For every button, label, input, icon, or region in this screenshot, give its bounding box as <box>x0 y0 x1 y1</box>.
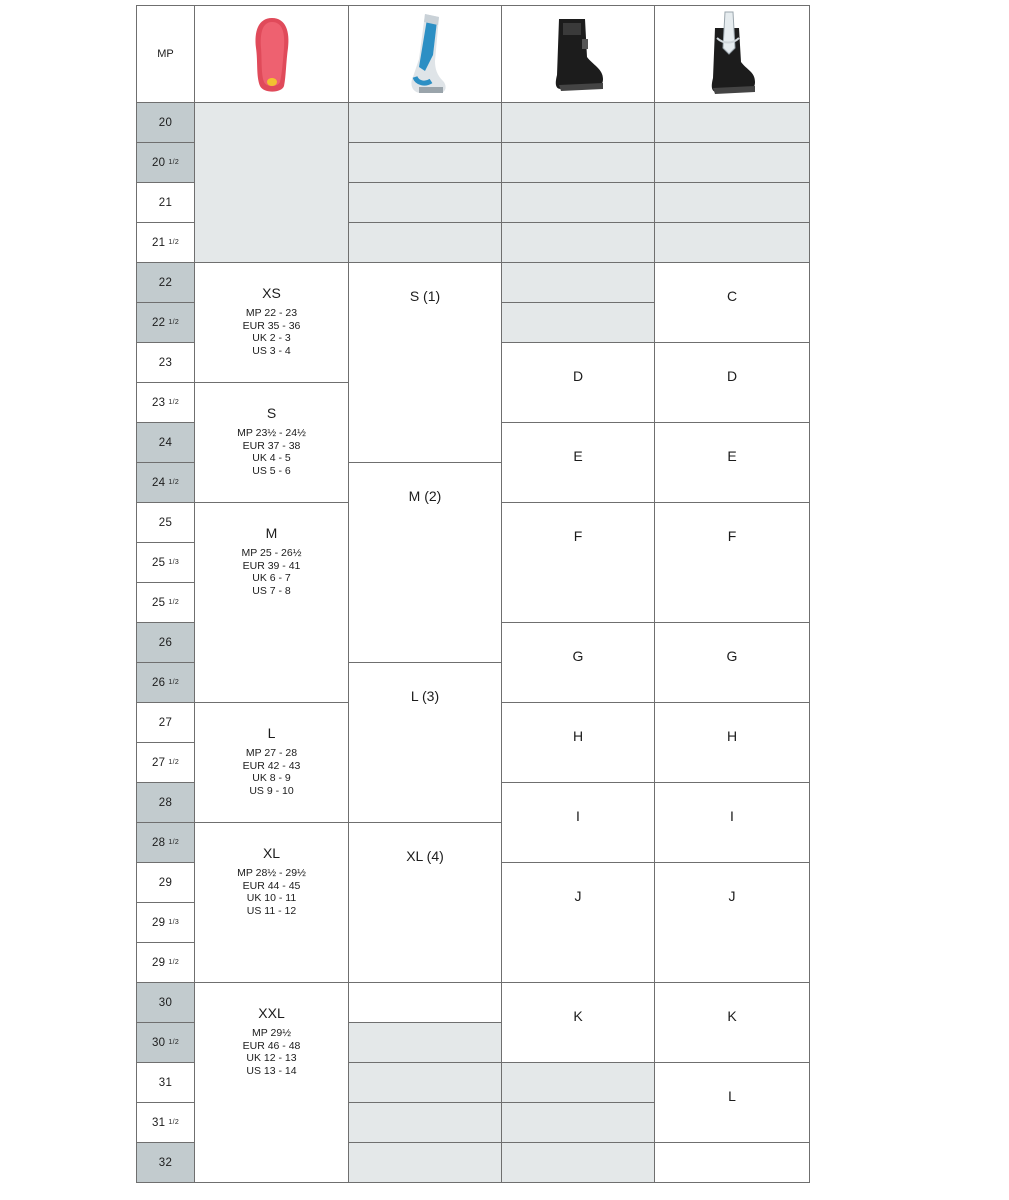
sock-empty-cell <box>348 982 502 1023</box>
liner-empty-cell <box>501 302 655 343</box>
liner-size-cell <box>501 342 655 423</box>
size-chart-table <box>136 5 809 1182</box>
mp-size-cell <box>136 1102 195 1143</box>
liner-tongue-size-cell <box>654 702 810 783</box>
mp-size-cell <box>136 662 195 703</box>
insole-size-detail: MP 27 - 28 <box>245 747 298 759</box>
mp-size-value: 29 <box>151 956 166 969</box>
mp-size-value: 20 <box>151 156 166 169</box>
sock-size-label: L (3) <box>410 688 440 704</box>
sock-size-label: M (2) <box>408 488 442 504</box>
mp-size-value: 24 <box>151 476 166 489</box>
sock-empty-cell <box>348 1022 502 1063</box>
liner-empty-cell <box>501 1142 655 1183</box>
mp-size-fraction: 1/2 <box>168 159 180 166</box>
insole-empty-cell <box>194 102 349 263</box>
mp-size-value: 22 <box>158 276 173 289</box>
mp-size-cell <box>136 342 195 383</box>
mp-size-value: 32 <box>158 1156 173 1169</box>
mp-size-fraction: 1/3 <box>168 559 180 566</box>
mp-size-cell <box>136 982 195 1023</box>
liner-size-label: G <box>572 648 584 664</box>
sock-size-cell <box>348 262 502 463</box>
liner-size-label: E <box>573 448 583 464</box>
mp-size-fraction: 1/2 <box>168 319 180 326</box>
mp-size-cell <box>136 542 195 583</box>
insole-size-label: S <box>266 405 277 421</box>
insole-column-header <box>194 5 349 103</box>
insole-size-detail: US 7 - 8 <box>252 584 291 597</box>
insole-size-detail: EUR 35 - 36 <box>242 319 301 332</box>
mp-size-fraction: 1/2 <box>168 839 180 846</box>
mp-size-value: 20 <box>158 116 173 129</box>
mp-size-cell <box>136 422 195 463</box>
liner-tongue-size-cell <box>654 622 810 703</box>
insole-size-cell <box>194 382 349 503</box>
insole-size-detail: MP 29½ <box>252 1027 291 1039</box>
insole-size-cell <box>194 982 349 1183</box>
liner-empty-cell <box>501 1102 655 1143</box>
liner-size-cell <box>501 982 655 1063</box>
sock-size-cell <box>348 822 502 983</box>
mp-size-cell <box>136 622 195 663</box>
insole-icon <box>242 14 302 94</box>
liner-size-cell <box>501 622 655 703</box>
insole-size-detail: UK 10 - 11 <box>246 892 297 904</box>
mp-size-fraction: 1/2 <box>168 679 180 686</box>
mp-size-value: 27 <box>151 756 166 769</box>
liner-empty-cell <box>501 1062 655 1103</box>
liner-tongue-size-label: D <box>726 368 738 384</box>
mp-size-cell <box>136 382 195 423</box>
liner-tongue-size-cell <box>654 782 810 863</box>
liner-tongue-size-cell <box>654 1062 810 1143</box>
mp-size-value: 25 <box>151 596 166 609</box>
insole-size-cell <box>194 502 349 703</box>
boot-liner-icon <box>545 13 611 95</box>
insole-size-detail: EUR 42 - 43 <box>242 759 301 772</box>
liner-tongue-empty-cell <box>654 222 810 263</box>
insole-size-detail: MP 23½ - 24½ <box>237 427 306 439</box>
liner-tongue-size-label: G <box>726 648 738 664</box>
insole-size-detail: US 5 - 6 <box>252 464 291 477</box>
mp-size-value: 25 <box>151 556 166 569</box>
insole-size-detail: EUR 46 - 48 <box>242 1039 301 1052</box>
mp-size-value: 24 <box>158 436 173 449</box>
mp-size-cell <box>136 302 195 343</box>
insole-size-detail: UK 2 - 3 <box>252 332 291 344</box>
mp-header-label: MP <box>157 48 174 60</box>
insole-size-detail: UK 6 - 7 <box>252 572 291 584</box>
liner-tongue-size-label: E <box>727 448 737 464</box>
sock-empty-cell <box>348 142 502 183</box>
sock-size-label: XL (4) <box>406 848 444 864</box>
liner-size-cell <box>501 702 655 783</box>
liner-tongue-size-cell <box>654 982 810 1063</box>
insole-size-detail: MP 28½ - 29½ <box>237 867 306 879</box>
insole-size-detail: MP 25 - 26½ <box>241 547 302 559</box>
liner-empty-cell <box>501 262 655 303</box>
liner-empty-cell <box>501 102 655 143</box>
insole-size-label: XL <box>262 845 281 861</box>
mp-size-cell <box>136 502 195 543</box>
insole-size-label: XS <box>262 285 281 301</box>
mp-size-value: 29 <box>158 876 173 889</box>
mp-size-cell <box>136 902 195 943</box>
mp-size-cell <box>136 1022 195 1063</box>
insole-size-detail: UK 8 - 9 <box>252 772 291 784</box>
liner-tongue-size-cell <box>654 342 810 423</box>
liner-size-label: F <box>573 528 583 544</box>
sock-empty-cell <box>348 182 502 223</box>
insole-size-detail: US 9 - 10 <box>249 784 294 797</box>
mp-size-cell <box>136 1062 195 1103</box>
mp-size-fraction: 1/2 <box>168 239 180 246</box>
liner-tongue-size-cell <box>654 862 810 983</box>
mp-size-cell <box>136 142 195 183</box>
mp-size-cell <box>136 862 195 903</box>
insole-size-label: L <box>267 725 276 741</box>
mp-size-value: 21 <box>151 236 166 249</box>
liner-tongue-size-label: K <box>727 1008 737 1024</box>
insole-size-label: XXL <box>258 1005 285 1021</box>
mp-size-cell <box>136 222 195 263</box>
liner-size-cell <box>501 782 655 863</box>
insole-size-detail: EUR 44 - 45 <box>242 879 301 892</box>
liner-tongue-empty-cell <box>654 102 810 143</box>
mp-size-value: 28 <box>151 836 166 849</box>
mp-size-value: 27 <box>158 716 173 729</box>
liner-tongue-empty-cell <box>654 182 810 223</box>
mp-size-fraction: 1/2 <box>168 399 180 406</box>
liner-tongue-size-cell <box>654 502 810 623</box>
mp-size-cell <box>136 262 195 303</box>
mp-size-value: 29 <box>151 916 166 929</box>
mp-size-cell <box>136 582 195 623</box>
ski-sock-icon <box>395 11 455 97</box>
mp-size-value: 31 <box>158 1076 173 1089</box>
insole-size-detail: MP 22 - 23 <box>245 307 298 319</box>
insole-size-detail: UK 4 - 5 <box>252 452 291 464</box>
mp-size-cell <box>136 782 195 823</box>
mp-size-value: 21 <box>158 196 173 209</box>
liner-tongue-empty-cell <box>654 1142 810 1183</box>
liner-tongue-column-header <box>654 5 810 103</box>
liner-tongue-empty-cell <box>654 142 810 183</box>
mp-size-value: 26 <box>151 676 166 689</box>
sock-empty-cell <box>348 102 502 143</box>
mp-size-value: 26 <box>158 636 173 649</box>
liner-empty-cell <box>501 182 655 223</box>
liner-size-cell <box>501 422 655 503</box>
mp-size-value: 22 <box>151 316 166 329</box>
liner-tongue-size-label: F <box>727 528 737 544</box>
liner-size-label: J <box>574 888 582 904</box>
liner-tongue-size-label: C <box>726 288 738 304</box>
sock-size-cell <box>348 462 502 663</box>
mp-size-fraction: 1/2 <box>168 1119 180 1126</box>
mp-size-fraction: 1/2 <box>168 959 180 966</box>
mp-size-cell <box>136 102 195 143</box>
mp-size-value: 31 <box>151 1116 166 1129</box>
sock-empty-cell <box>348 222 502 263</box>
mp-size-value: 23 <box>158 356 173 369</box>
mp-size-value: 30 <box>158 996 173 1009</box>
liner-tongue-size-cell <box>654 422 810 503</box>
liner-tongue-size-label: J <box>728 888 736 904</box>
insole-size-cell <box>194 262 349 383</box>
insole-size-detail: US 3 - 4 <box>252 344 291 357</box>
mp-size-cell <box>136 742 195 783</box>
mp-size-value: 25 <box>158 516 173 529</box>
insole-size-detail: US 13 - 14 <box>246 1064 297 1077</box>
liner-tongue-size-cell <box>654 262 810 343</box>
sock-size-label: S (1) <box>409 288 441 304</box>
liner-tongue-size-label: H <box>726 728 738 744</box>
liner-tongue-size-label: I <box>730 808 734 824</box>
liner-empty-cell <box>501 222 655 263</box>
mp-size-value: 30 <box>151 1036 166 1049</box>
liner-size-label: I <box>576 808 580 824</box>
sock-size-cell <box>348 662 502 823</box>
insole-size-detail: US 11 - 12 <box>246 904 297 917</box>
mp-size-value: 28 <box>158 796 173 809</box>
sock-empty-cell <box>348 1062 502 1103</box>
insole-size-detail: UK 12 - 13 <box>246 1052 297 1064</box>
insole-size-cell <box>194 702 349 823</box>
insole-size-detail: EUR 37 - 38 <box>242 439 301 452</box>
mp-size-fraction: 1/2 <box>168 599 180 606</box>
liner-size-label: K <box>573 1008 583 1024</box>
mp-size-value: 23 <box>151 396 166 409</box>
liner-tongue-size-label: L <box>728 1088 736 1104</box>
sock-column-header <box>348 5 502 103</box>
liner-size-cell <box>501 862 655 983</box>
mp-size-cell <box>136 822 195 863</box>
insole-size-cell <box>194 822 349 983</box>
liner-column-header <box>501 5 655 103</box>
mp-size-fraction: 1/2 <box>168 1039 180 1046</box>
mp-size-cell <box>136 702 195 743</box>
boot-liner-with-tongue-icon <box>699 8 765 100</box>
mp-size-fraction: 1/2 <box>168 479 180 486</box>
liner-size-cell <box>501 502 655 623</box>
mp-column-header <box>136 5 195 103</box>
mp-size-fraction: 1/2 <box>168 759 180 766</box>
mp-size-cell <box>136 182 195 223</box>
sock-empty-cell <box>348 1142 502 1183</box>
mp-size-cell <box>136 942 195 983</box>
insole-size-label: M <box>265 525 278 541</box>
mp-size-cell <box>136 462 195 503</box>
liner-empty-cell <box>501 142 655 183</box>
mp-size-cell <box>136 1142 195 1183</box>
sock-empty-cell <box>348 1102 502 1143</box>
mp-size-fraction: 1/3 <box>168 919 180 926</box>
insole-size-detail: EUR 39 - 41 <box>242 559 301 572</box>
liner-size-label: D <box>572 368 584 384</box>
liner-size-label: H <box>572 728 584 744</box>
